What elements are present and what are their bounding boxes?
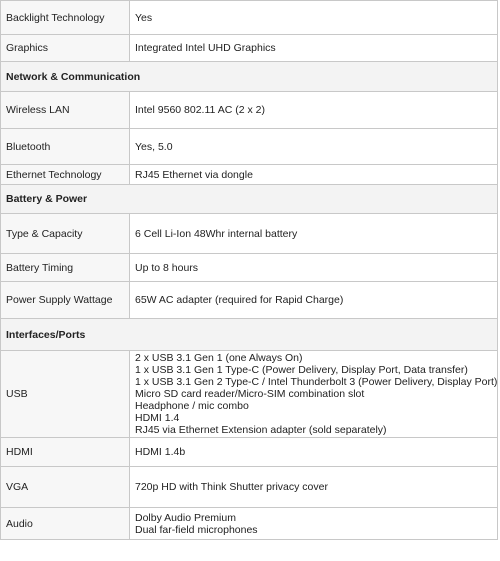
spec-label: Backlight Technology [1, 1, 130, 35]
spec-value [130, 508, 498, 540]
spec-value-line: Intel 9560 802.11 AC (2 x 2) [135, 104, 265, 116]
spec-value [130, 282, 498, 319]
spec-value [130, 165, 498, 185]
spec-value-line: HDMI 1.4 [135, 412, 180, 424]
spec-value-line: Headphone / mic combo [135, 400, 249, 412]
spec-value [130, 467, 498, 508]
spec-row-usb [1, 351, 498, 438]
spec-label: Graphics [1, 35, 130, 62]
spec-row-wireless-lan [1, 92, 498, 129]
spec-label: VGA [1, 467, 130, 508]
spec-value-line: RJ45 Ethernet via dongle [135, 168, 253, 181]
spec-row-power-supply-wattage [1, 282, 498, 319]
section-header-network-and-communication [1, 62, 498, 92]
spec-value-line: Micro SD card reader/Micro-SIM combination slot [135, 388, 365, 400]
spec-label: Type & Capacity [1, 214, 130, 254]
spec-row-audio [1, 508, 498, 540]
spec-label: Battery Timing [1, 254, 130, 282]
spec-row-graphics [1, 35, 498, 62]
spec-value [130, 438, 498, 467]
spec-value [130, 1, 498, 35]
spec-label: Audio [1, 508, 130, 540]
spec-row-type-and-capacity [1, 214, 498, 254]
spec-value [130, 129, 498, 165]
specifications-body [1, 1, 498, 540]
spec-value-line: Dual far-field microphones [135, 523, 258, 536]
spec-value [130, 254, 498, 282]
spec-value-line: 1 x USB 3.1 Gen 2 Type-C / Intel Thunderbolt 3 (Power Delivery, Display Port) [135, 376, 498, 388]
spec-value-line: 65W AC adapter (required for Rapid Charge) [135, 294, 344, 306]
spec-value-line: HDMI 1.4b [135, 446, 186, 458]
spec-value [130, 351, 498, 438]
spec-label: HDMI [1, 438, 130, 467]
spec-label: Wireless LAN [1, 92, 130, 129]
spec-value [130, 92, 498, 129]
spec-value-line: 6 Cell Li-Ion 48Whr internal battery [135, 227, 298, 240]
spec-row-bluetooth [1, 129, 498, 165]
section-header-battery-and-power [1, 185, 498, 214]
section-title: Interfaces/Ports [1, 319, 498, 351]
spec-row-vga [1, 467, 498, 508]
spec-value [130, 35, 498, 62]
spec-label: Power Supply Wattage [1, 282, 130, 319]
spec-row-backlight-technology [1, 1, 498, 35]
spec-label: USB [1, 351, 130, 438]
section-title: Network & Communication [1, 62, 498, 92]
spec-value-line: 2 x USB 3.1 Gen 1 (one Always On) [135, 352, 303, 364]
spec-row-ethernet-technology [1, 165, 498, 185]
section-title: Battery & Power [1, 185, 498, 214]
spec-row-hdmi [1, 438, 498, 467]
section-header-interfaces-ports [1, 319, 498, 351]
spec-value-line: Yes [135, 11, 153, 24]
spec-value-line: 1 x USB 3.1 Gen 1 Type-C (Power Delivery, Display Port, Data transfer) [135, 364, 468, 376]
spec-value-line: RJ45 via Ethernet Extension adapter (sold separately) [135, 424, 387, 436]
spec-value-line: Integrated Intel UHD Graphics [135, 42, 276, 54]
spec-value [130, 214, 498, 254]
spec-label: Ethernet Technology [1, 165, 130, 185]
spec-value-line: 720p HD with Think Shutter privacy cover [135, 481, 328, 493]
spec-value-line: Up to 8 hours [135, 261, 199, 274]
spec-label: Bluetooth [1, 129, 130, 165]
spec-row-battery-timing [1, 254, 498, 282]
spec-value-line: Yes, 5.0 [135, 140, 173, 153]
spec-value-line: Dolby Audio Premium [135, 511, 236, 524]
